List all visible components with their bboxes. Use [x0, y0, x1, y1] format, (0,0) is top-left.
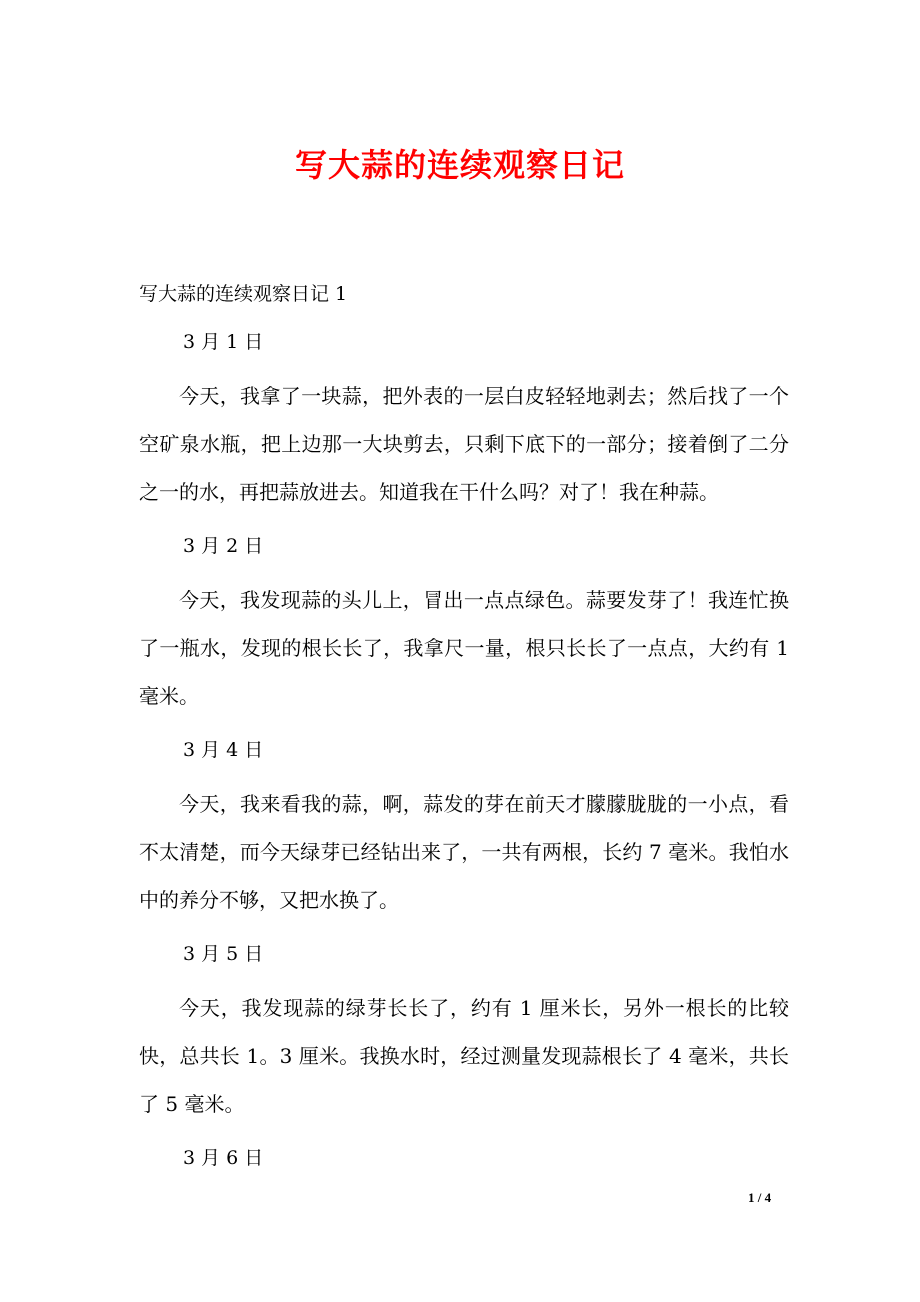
document-body — [139, 276, 789, 1188]
entry-text: 今天，我拿了一块蒜，把外表的一层白皮轻轻地剥去；然后找了一个空矿泉水瓶，把上边那一大块剪去，只剩下底下的一部分；接着倒了二分之一的水，再把蒜放进去。知道我在干什么吗？对了！我在种蒜。 — [139, 384, 789, 504]
entry-text: 今天，我发现蒜的头儿上，冒出一点点绿色。蒜要发芽了！我连忙换了一瓶水，发现的根长长了，我拿尺一量，根只长长了一点点，大约有 1 毫米。 — [139, 588, 789, 708]
entry-date: 3 月 6 日 — [183, 1147, 264, 1169]
document-title: 写大蒜的连续观察日记 — [294, 146, 625, 184]
section-heading: 写大蒜的连续观察日记 1 — [139, 283, 348, 305]
page-number: 1 / 4 — [748, 1190, 772, 1205]
entry-date: 3 月 5 日 — [183, 943, 264, 965]
entry-text: 今天，我来看我的蒜，啊，蒜发的芽在前天才朦朦胧胧的一小点，看不太清楚，而今天绿芽已经钻出来了，一共有两根，长约 7 毫米。我怕水中的养分不够，又把水换了。 — [139, 792, 789, 912]
entry-date: 3 月 2 日 — [183, 535, 264, 557]
entry-text: 今天，我发现蒜的绿芽长长了，约有 1 厘米长，另外一根长的比较快，总共长 1。3 厘米。我换水时，经过测量发现蒜根长了 4 毫米，共长了 5 毫米。 — [139, 996, 789, 1116]
entry-date: 3 月 4 日 — [183, 739, 264, 761]
entry-date: 3 月 1 日 — [183, 331, 264, 353]
